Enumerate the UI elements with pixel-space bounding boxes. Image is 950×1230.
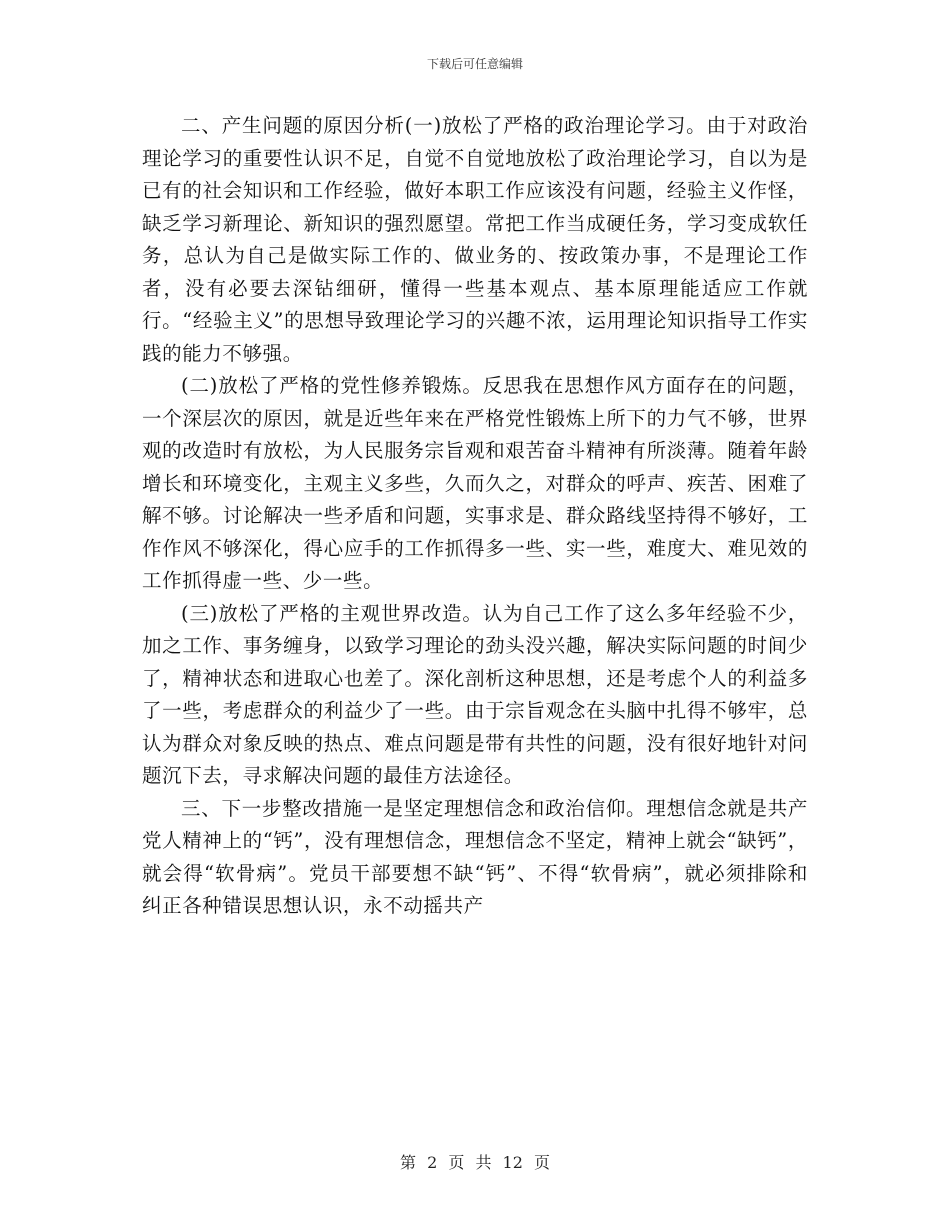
page-header-note: 下载后可任意编辑 [426, 57, 523, 71]
paragraph-cause-analysis: 二、产生问题的原因分析(一)放松了严格的政治理论学习。由于对政治理论学习的重要性认识不足，自觉不自觉地放松了政治理论学习，自以为是已有的社会知识和工作经验，做好本职工作应该没有问题，经验主义作怪，缺乏学习新理论、新知识的强烈愿望。常把工作当成硬任务，学习变成软任务，总认为自己是做实际工作的、做业务的、按政策办事，不是理论工作者，没有必要去深钻细研，懂得一些基本观点、基本原理能适应工作就行。“经验主义”的思想导致理论学习的兴趣不浓，运用理论知识指导工作实践的能力不够强。 [142, 114, 808, 365]
paragraph-rectification-measures: 三、下一步整改措施一是坚定理想信念和政治信仰。理想信念就是共产党人精神上的“钙”，没有理想信念，理想信念不坚定，精神上就会“缺钙”，就会得“软骨病”。党员干部要想不缺“钙”、不得“软骨病”，就必须排除和纠正各种错误思想认识，永不动摇共产 [142, 796, 808, 917]
page-number-footer: 第 2 页 共 12 页 [400, 1153, 550, 1172]
document-body [142, 110, 808, 923]
paragraph-subjective-world: (三)放松了严格的主观世界改造。认为自己工作了这么多年经验不少，加之工作、事务缠身，以致学习理论的劲头没兴趣，解决实际问题的时间少了，精神状态和进取心也差了。深化剖析这种思想，还是考虑个人的利益多了一些，考虑群众的利益少了一些。由于宗旨观念在头脑中扎得不够牢，总认为群众对象反映的热点、难点问题是带有共性的问题，没有很好地针对问题沉下去，寻求解决问题的最佳方法途径。 [142, 601, 808, 787]
paragraph-party-spirit: (二)放松了严格的党性修养锻炼。反思我在思想作风方面存在的问题，一个深层次的原因，就是近些年来在严格党性锻炼上所下的力气不够，世界观的改造时有放松，为人民服务宗旨观和艰苦奋斗精神有所淡薄。随着年龄增长和环境变化，主观主义多些，久而久之，对群众的呼声、疾苦、困难了解不够。讨论解决一些矛盾和问题，实事求是、群众路线坚持得不够好，工作作风不够深化，得心应手的工作抓得多一些、实一些，难度大、难见效的工作抓得虚一些、少一些。 [142, 374, 808, 592]
